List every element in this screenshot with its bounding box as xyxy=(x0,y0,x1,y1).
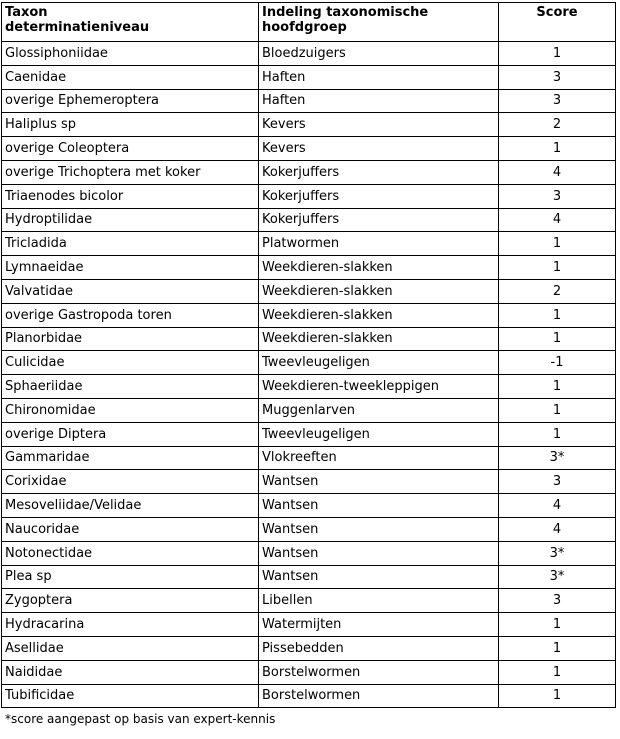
table-row xyxy=(2,660,616,684)
cell-score: -1 xyxy=(499,351,616,375)
cell-score: 1 xyxy=(499,42,616,66)
cell-group: Weekdieren-slakken xyxy=(259,279,499,303)
header-taxon: Taxon determinatieniveau xyxy=(2,3,259,42)
cell-score: 1 xyxy=(499,613,616,637)
cell-score: 2 xyxy=(499,113,616,137)
cell-group: Platwormen xyxy=(259,232,499,256)
cell-score: 2 xyxy=(499,279,616,303)
cell-taxon: Asellidae xyxy=(2,636,259,660)
cell-taxon: overige Ephemeroptera xyxy=(2,89,259,113)
cell-group: Weekdieren-slakken xyxy=(259,303,499,327)
table-body xyxy=(2,42,616,708)
cell-group: Libellen xyxy=(259,589,499,613)
cell-taxon: Tubificidae xyxy=(2,684,259,708)
table-row xyxy=(2,470,616,494)
cell-score: 1 xyxy=(499,232,616,256)
table-row xyxy=(2,684,616,708)
cell-score: 3* xyxy=(499,541,616,565)
cell-score: 3 xyxy=(499,589,616,613)
cell-group: Wantsen xyxy=(259,494,499,518)
table-row xyxy=(2,303,616,327)
table-row xyxy=(2,184,616,208)
header-score: Score xyxy=(499,3,616,42)
cell-group: Weekdieren-slakken xyxy=(259,327,499,351)
cell-score: 1 xyxy=(499,303,616,327)
cell-taxon: overige Gastropoda toren xyxy=(2,303,259,327)
cell-group: Kevers xyxy=(259,137,499,161)
cell-score: 1 xyxy=(499,422,616,446)
cell-group: Wantsen xyxy=(259,517,499,541)
table-row xyxy=(2,256,616,280)
table-row xyxy=(2,232,616,256)
cell-score: 4 xyxy=(499,208,616,232)
table-row xyxy=(2,65,616,89)
table-row xyxy=(2,89,616,113)
cell-score: 1 xyxy=(499,375,616,399)
table-row xyxy=(2,422,616,446)
table-row xyxy=(2,541,616,565)
table-row xyxy=(2,279,616,303)
cell-taxon: Planorbidae xyxy=(2,327,259,351)
cell-score: 4 xyxy=(499,494,616,518)
cell-group: Wantsen xyxy=(259,470,499,494)
cell-taxon: Hydroptilidae xyxy=(2,208,259,232)
table-row xyxy=(2,137,616,161)
cell-group: Kevers xyxy=(259,113,499,137)
cell-taxon: overige Coleoptera xyxy=(2,137,259,161)
cell-score: 3 xyxy=(499,65,616,89)
cell-taxon: Naucoridae xyxy=(2,517,259,541)
table-row xyxy=(2,446,616,470)
table-row xyxy=(2,42,616,66)
table-row xyxy=(2,636,616,660)
cell-score: 1 xyxy=(499,684,616,708)
cell-group: Wantsen xyxy=(259,565,499,589)
cell-taxon: Culicidae xyxy=(2,351,259,375)
cell-taxon: Plea sp xyxy=(2,565,259,589)
table-row xyxy=(2,375,616,399)
cell-score: 1 xyxy=(499,660,616,684)
cell-taxon: Sphaeriidae xyxy=(2,375,259,399)
table-row xyxy=(2,351,616,375)
cell-taxon: Caenidae xyxy=(2,65,259,89)
cell-group: Muggenlarven xyxy=(259,398,499,422)
table-row xyxy=(2,517,616,541)
cell-taxon: Triaenodes bicolor xyxy=(2,184,259,208)
cell-taxon: Chironomidae xyxy=(2,398,259,422)
cell-group: Pissebedden xyxy=(259,636,499,660)
cell-group: Haften xyxy=(259,89,499,113)
cell-score: 4 xyxy=(499,517,616,541)
cell-score: 1 xyxy=(499,256,616,280)
cell-taxon: Notonectidae xyxy=(2,541,259,565)
cell-taxon: overige Diptera xyxy=(2,422,259,446)
table-row xyxy=(2,613,616,637)
table-row xyxy=(2,398,616,422)
cell-score: 3* xyxy=(499,446,616,470)
cell-score: 1 xyxy=(499,636,616,660)
cell-taxon: Zygoptera xyxy=(2,589,259,613)
cell-taxon: Gammaridae xyxy=(2,446,259,470)
cell-taxon: Corixidae xyxy=(2,470,259,494)
table-row xyxy=(2,327,616,351)
cell-group: Kokerjuffers xyxy=(259,184,499,208)
cell-group: Tweevleugeligen xyxy=(259,351,499,375)
cell-taxon: Hydracarina xyxy=(2,613,259,637)
cell-score: 4 xyxy=(499,160,616,184)
cell-group: Haften xyxy=(259,65,499,89)
cell-taxon: Glossiphoniidae xyxy=(2,42,259,66)
table-row xyxy=(2,160,616,184)
cell-taxon: Haliplus sp xyxy=(2,113,259,137)
table-row xyxy=(2,565,616,589)
cell-taxon: Naididae xyxy=(2,660,259,684)
table-row xyxy=(2,494,616,518)
cell-score: 3 xyxy=(499,470,616,494)
footnote: *score aangepast op basis van expert-kennis xyxy=(5,712,276,726)
cell-group: Wantsen xyxy=(259,541,499,565)
cell-score: 1 xyxy=(499,137,616,161)
cell-score: 3 xyxy=(499,184,616,208)
cell-group: Tweevleugeligen xyxy=(259,422,499,446)
cell-taxon: Tricladida xyxy=(2,232,259,256)
cell-group: Weekdieren-slakken xyxy=(259,256,499,280)
cell-group: Borstelwormen xyxy=(259,660,499,684)
cell-group: Bloedzuigers xyxy=(259,42,499,66)
cell-score: 3* xyxy=(499,565,616,589)
cell-taxon: Lymnaeidae xyxy=(2,256,259,280)
table-row xyxy=(2,208,616,232)
cell-score: 3 xyxy=(499,89,616,113)
cell-score: 1 xyxy=(499,398,616,422)
cell-taxon: Valvatidae xyxy=(2,279,259,303)
table-row xyxy=(2,113,616,137)
cell-group: Borstelwormen xyxy=(259,684,499,708)
cell-group: Kokerjuffers xyxy=(259,208,499,232)
taxon-score-table xyxy=(1,2,616,708)
cell-group: Vlokreeften xyxy=(259,446,499,470)
cell-group: Kokerjuffers xyxy=(259,160,499,184)
header-group: Indeling taxonomische hoofdgroep xyxy=(259,3,499,42)
cell-taxon: Mesoveliidae/Velidae xyxy=(2,494,259,518)
cell-group: Weekdieren-tweekleppigen xyxy=(259,375,499,399)
cell-group: Watermijten xyxy=(259,613,499,637)
table-header-row xyxy=(2,3,616,42)
table-row xyxy=(2,589,616,613)
cell-score: 1 xyxy=(499,327,616,351)
cell-taxon: overige Trichoptera met koker xyxy=(2,160,259,184)
